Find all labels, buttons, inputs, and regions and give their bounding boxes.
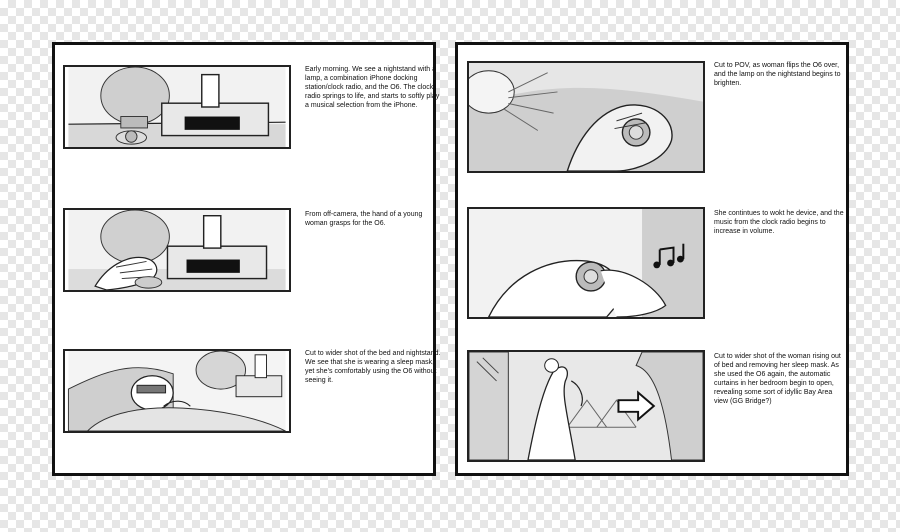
panel-5-sketch	[467, 207, 705, 319]
panel-4-sketch	[467, 61, 705, 173]
panel-1-caption: Early morning. We see a nightstand with a lamp, a combination iPhone docking station/clock radio, and the O6. The clock radio springs to life, and starts to softly play a musical selection from the iPhone.	[305, 66, 440, 109]
pov-flip-sketch	[469, 63, 703, 171]
panel-2-sketch	[63, 208, 291, 292]
hand-grasping-sketch	[65, 210, 289, 290]
nightstand-sketch	[65, 67, 289, 147]
panel-2-caption: From off-camera, the hand of a young woman grasps for the O6.	[305, 211, 423, 227]
panel-5-caption: She contintues to wokt he device, and the music from the clock radio begins to increase in volume.	[714, 210, 844, 235]
panel-1-sketch	[63, 65, 291, 149]
panel-6-sketch	[467, 350, 705, 462]
panel-3-caption: Cut to wider shot of the bed and nightstand. We see that she is wearing a sleep mask, yet she’s comfortably using the O6 without seeing it.	[305, 350, 441, 384]
panel-6-caption: Cut to wider shot of the woman rising out of bed and removing her sleep mask. As she used the O6 again, the automatic curtains in her bedroom begin to open, revealing some sort of idyllic Bay Area view (GG Bridge?)	[714, 353, 841, 405]
storyboard-page-left	[52, 42, 441, 476]
panel-4-caption: Cut to POV, as woman flips the O6 over, and the lamp on the nightstand begins to brighten.	[714, 62, 841, 87]
bed-sleeping-sketch	[65, 351, 289, 431]
storyboard-page-right	[455, 42, 849, 476]
music-volume-sketch	[469, 209, 703, 317]
curtains-open-sketch	[469, 352, 703, 460]
panel-3-sketch	[63, 349, 291, 433]
